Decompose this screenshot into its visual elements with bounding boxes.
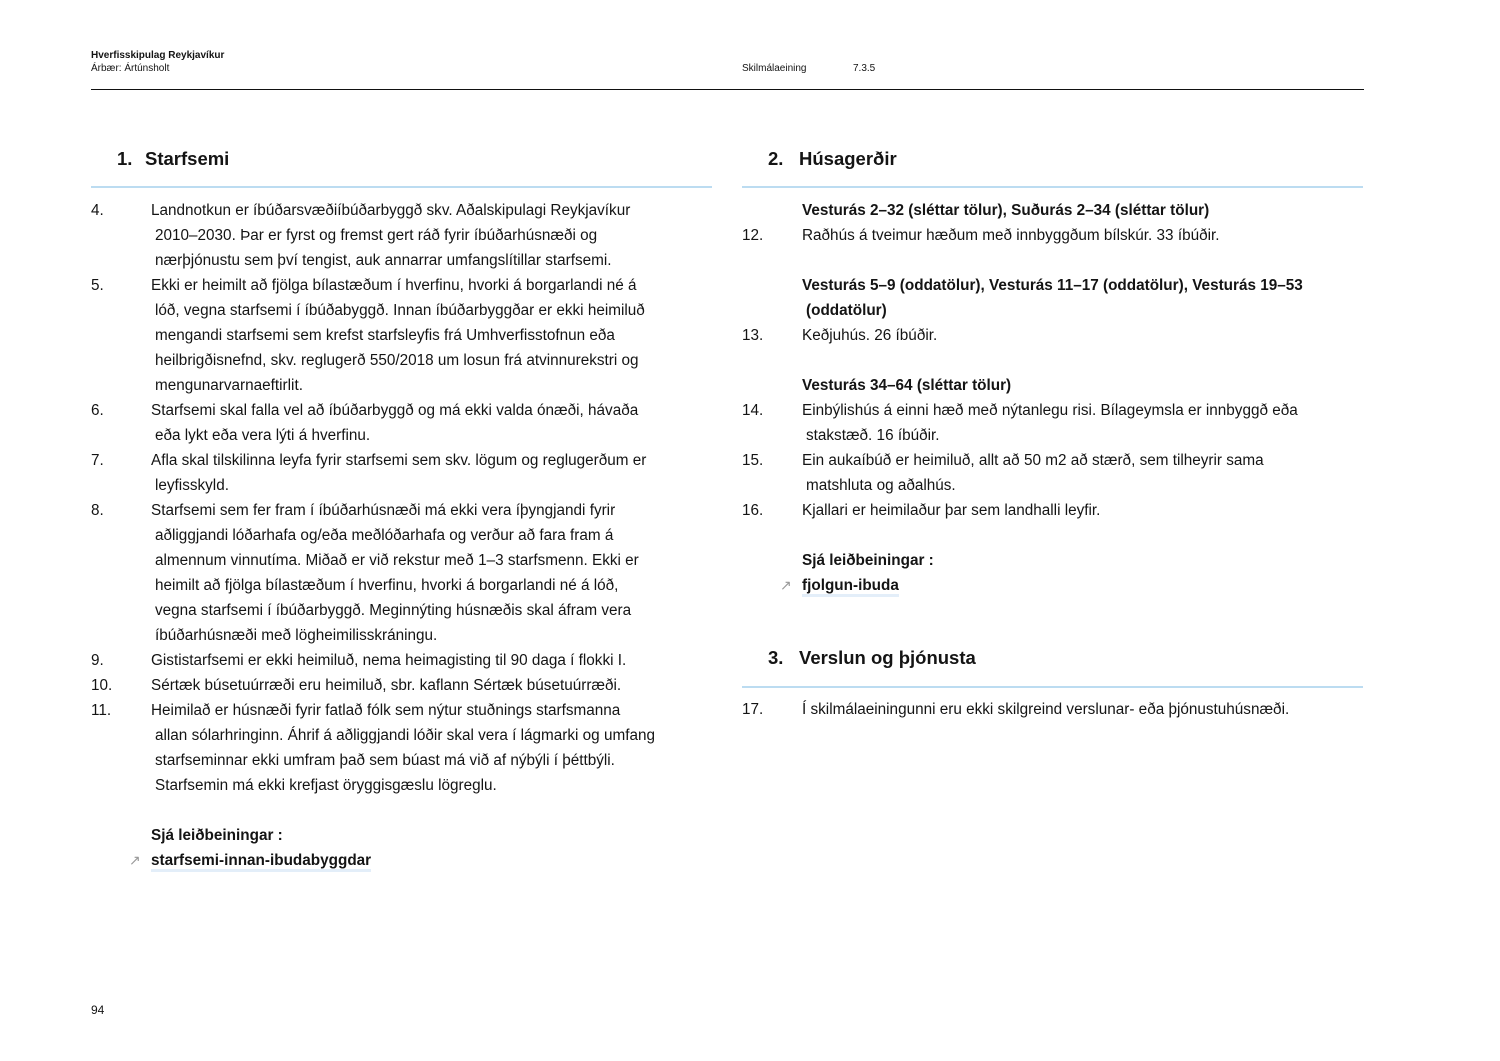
item-text: Starfsemi skal falla vel að íbúðarbyggð og má ekki valda ónæði, hávaða [151, 402, 639, 419]
subheading-text: Sjá leiðbeiningar : [151, 827, 283, 844]
item-text: stakstæð. 16 íbúðir. [806, 427, 940, 444]
item-number: 8. [91, 502, 104, 519]
item-number: 4. [91, 202, 104, 219]
list-item-line [91, 398, 711, 423]
guideline-link-row [91, 848, 711, 873]
list-item-line [742, 697, 1362, 722]
spacer [742, 348, 1362, 373]
list-item-line [742, 448, 1362, 473]
item-text: Starfsemin má ekki krefjast öryggisgæslu lögreglu. [155, 777, 497, 794]
section-title: Starfsemi [145, 148, 230, 169]
list-item-line [742, 223, 1362, 248]
item-number: 17. [742, 701, 764, 718]
section-label: Skilmálaeining [742, 63, 807, 74]
section-title: Húsagerðir [799, 148, 897, 169]
item-number: 5. [91, 277, 104, 294]
list-item-line [91, 598, 711, 623]
section-divider [742, 686, 1363, 688]
subheading-line [742, 198, 1362, 223]
item-number: 11. [91, 702, 112, 719]
item-text: íbúðarhúsnæði með lögheimilisskráningu. [155, 627, 438, 644]
list-item-line [742, 498, 1362, 523]
item-number: 12. [742, 227, 764, 244]
item-text: eða lykt eða vera lýti á hverfinu. [155, 427, 371, 444]
page-number: 94 [91, 1003, 105, 1017]
subheading-line [742, 298, 1362, 323]
spacer [742, 523, 1362, 548]
item-text: Kjallari er heimilaður þar sem landhalli leyfir. [802, 502, 1101, 519]
item-text: nærþjónustu sem því tengist, auk annarrar umfangslítillar starfsemi. [155, 252, 612, 269]
list-item-line [91, 648, 711, 673]
item-text: almennum vinnutíma. Miðað er við rekstur með 1–3 starfsmenn. Ekki er [155, 552, 639, 569]
section-number: 7.3.5 [853, 63, 876, 74]
item-text: Ekki er heimilt að fjölga bílastæðum í hverfinu, hvorki á borgarlandi né á [151, 277, 637, 294]
header-divider [91, 89, 1364, 90]
list-item-line [742, 423, 1362, 448]
verslun-list [742, 697, 1362, 722]
section-number: 1. [117, 148, 133, 169]
section-divider [91, 186, 712, 188]
item-text: matshluta og aðalhús. [806, 477, 956, 494]
item-text: Ein aukaíbúð er heimiluð, allt að 50 m2 að stærð, sem tilheyrir sama [802, 452, 1264, 469]
spacer [742, 248, 1362, 273]
item-text: Einbýlishús á einni hæð með nýtanlegu risi. Bílageymsla er innbyggð eða [802, 402, 1298, 419]
item-text: Raðhús á tveimur hæðum með innbyggðum bílskúr. 33 íbúðir. [802, 227, 1220, 244]
guideline-link-text[interactable]: starfsemi-innan-ibudabyggdar [151, 852, 371, 872]
list-item-line [91, 273, 711, 298]
subheading-text: Vesturás 2–32 (sléttar tölur), Suðurás 2–34 (sléttar tölur) [802, 202, 1210, 219]
item-number: 10. [91, 677, 113, 694]
item-text: heimilt að fjölga bílastæðum í hverfinu, hvorki á borgarlandi né á lóð, [155, 577, 619, 594]
list-item-line [91, 673, 711, 698]
list-item-line [91, 473, 711, 498]
section-divider [742, 186, 1363, 188]
list-item-line [742, 323, 1362, 348]
arrow-up-right-icon: ↗ [780, 577, 792, 593]
section-number: 3. [768, 647, 784, 668]
item-text: aðliggjandi lóðarhafa og/eða meðlóðarhafa og verður að fara fram á [155, 527, 614, 544]
list-item-line [91, 748, 711, 773]
item-text: Afla skal tilskilinna leyfa fyrir starfsemi sem skv. lögum og reglugerðum er [151, 452, 647, 469]
item-text: allan sólarhringinn. Áhrif á aðliggjandi lóðir skal vera í lágmarki og umfang [155, 727, 655, 744]
list-item-line [91, 223, 711, 248]
husagerdir-list [742, 198, 1362, 598]
arrow-up-right-icon: ↗ [129, 852, 141, 868]
guideline-link[interactable] [151, 848, 371, 873]
item-text: vegna starfsemi í íbúðarbyggð. Meginnýting húsnæðis skal áfram vera [155, 602, 632, 619]
item-text: leyfisskyld. [155, 477, 229, 494]
list-item-line [91, 298, 711, 323]
item-number: 7. [91, 452, 104, 469]
subheading-text: Sjá leiðbeiningar : [802, 552, 934, 569]
item-text: mengandi starfsemi sem krefst starfsleyfis frá Umhverfisstofnun eða [155, 327, 615, 344]
document-title: Hverfisskipulag Reykjavíkur [91, 50, 225, 61]
list-item-line [91, 323, 711, 348]
list-item-line [91, 523, 711, 548]
item-number: 16. [742, 502, 764, 519]
item-number: 9. [91, 652, 104, 669]
item-number: 15. [742, 452, 764, 469]
list-item-line [91, 548, 711, 573]
spacer [91, 798, 711, 823]
section-number: 2. [768, 148, 784, 169]
subheading-line [742, 548, 1362, 573]
item-text: Sértæk búsetuúrræði eru heimiluð, sbr. kaflann Sértæk búsetuúrræði. [151, 677, 622, 694]
list-item-line [91, 448, 711, 473]
item-text: lóð, vegna starfsemi í íbúðabyggð. Innan íbúðarbyggðar er ekki heimiluð [155, 302, 645, 319]
list-item-line [91, 723, 711, 748]
list-item-line [91, 348, 711, 373]
list-item-line [91, 498, 711, 523]
subheading-line [742, 373, 1362, 398]
list-item-line [91, 573, 711, 598]
list-item-line [91, 773, 711, 798]
list-item-line [742, 398, 1362, 423]
subheading-line [742, 273, 1362, 298]
list-item-line [91, 248, 711, 273]
guideline-link-row [742, 573, 1362, 598]
list-item-line [91, 423, 711, 448]
item-number: 6. [91, 402, 104, 419]
guideline-link-text[interactable]: fjolgun-ibuda [802, 577, 899, 597]
item-text: Starfsemi sem fer fram í íbúðarhúsnæði má ekki vera íþyngjandi fyrir [151, 502, 616, 519]
guideline-link[interactable] [802, 573, 899, 598]
list-item-line [91, 623, 711, 648]
item-text: Heimilað er húsnæði fyrir fatlað fólk sem nýtur stuðnings starfsmanna [151, 702, 621, 719]
section-title: Verslun og þjónusta [799, 647, 976, 668]
item-text: mengunarvarnaeftirlit. [155, 377, 303, 394]
subheading-text: (oddatölur) [806, 302, 887, 319]
item-text: Landnotkun er íbúðarsvæðiíbúðarbyggð skv. Aðalskipulagi Reykjavíkur [151, 202, 631, 219]
item-text: Gististarfsemi er ekki heimiluð, nema heimagisting til 90 daga í flokki I. [151, 652, 627, 669]
item-number: 13. [742, 327, 764, 344]
document-subtitle: Árbær: Ártúnsholt [91, 63, 170, 74]
list-item-line [91, 198, 711, 223]
item-text: heilbrigðisnefnd, skv. reglugerð 550/2018 um losun frá atvinnurekstri og [155, 352, 639, 369]
item-text: Í skilmálaeiningunni eru ekki skilgreind verslunar- eða þjónustuhúsnæði. [802, 701, 1290, 718]
starfsemi-list [91, 198, 711, 873]
list-item-line [742, 473, 1362, 498]
item-text: 2010–2030. Þar er fyrst og fremst gert ráð fyrir íbúðarhúsnæði og [155, 227, 598, 244]
subheading-line [91, 823, 711, 848]
list-item-line [91, 373, 711, 398]
item-text: starfseminnar ekki umfram það sem búast má við af nýbýli í þéttbýli. [155, 752, 615, 769]
subheading-text: Vesturás 5–9 (oddatölur), Vesturás 11–17 (oddatölur), Vesturás 19–53 [802, 277, 1303, 294]
list-item-line [91, 698, 711, 723]
item-text: Keðjuhús. 26 íbúðir. [802, 327, 938, 344]
item-number: 14. [742, 402, 764, 419]
subheading-text: Vesturás 34–64 (sléttar tölur) [802, 377, 1012, 394]
